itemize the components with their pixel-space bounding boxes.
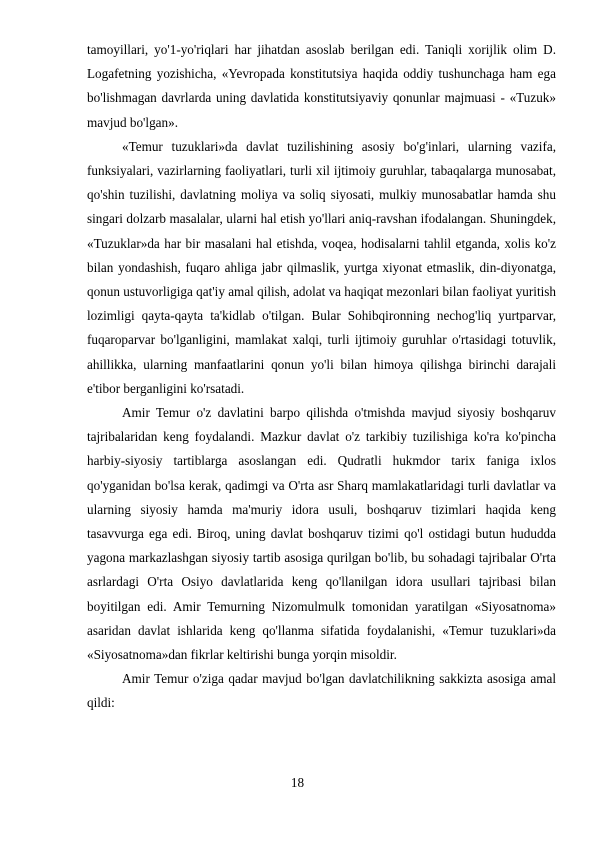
page-number: 18 [290,775,305,790]
paragraph: tamoyillari, yo'1-yo'riqlari har jihatdan asoslab berilgan edi. Taniqli xorijlik olim D. Logafetning yozishicha, «Yevropada konstitutsiya haqida oddiy tushunchaga ham ega bo'lishmagan davrlarda uning davlatida konstitutsiyaviy qonunlar majmuasi - «Tuzuk» mavjud bo'lgan». [87,42,556,130]
page-body [87,38,556,716]
paragraph: Amir Temur o'ziga qadar mavjud bo'lgan davlatchilikning sakkizta asosiga amal qildi: [87,671,556,711]
paragraph: «Temur tuzuklari»da davlat tuzilishining asosiy bo'g'inlari, ularning vazifa, funksiyalari, vazirlarning faoliyatlari, turli xil ijtimoiy guruhlar, tabaqalarga munosabat, qo'shin tuzilishi, davlatning moliya va soliq siyosati, mulkiy munosabatlar hamda shu singari dolzarb masalalar, ularni hal etish yo'llari aniq-ravshan ifodalangan. Shuningdek, «Tuzuklar»da har bir masalani hal etishda, voqea, hodisalarni tahlil etganda, xolis ko'z bilan yondashish, fuqaro ahliga jabr qilmaslik, yurtga xiyonat etmaslik, din-diyonatga, qonun ustuvorligiga qat'iy amal qilish, adolat va haqiqat mezonlari bilan faoliyat yuritish lozimligi qayta-qayta ta'kidlab o'tilgan. Bular Sohibqironning nechog'liq yurtparvar, fuqaroparvar bo'lganligini, mamlakat xalqi, turli ijtimoiy guruhlar o'rtasidagi totuvlik, ahillikka, ularning manfaatlarini qonun yo'li bilan himoya qilishga birinchi darajali e'tibor berganligini ko'rsatadi. [87,138,556,396]
paragraph: Amir Temur o'z davlatini barpo qilishda o'tmishda mavjud siyosiy boshqaruv tajribalaridan keng foydalandi. Mazkur davlat o'z tarkibiy tuzilishiga ko'ra ko'pincha harbiy-siyosiy tartiblarga asoslangan edi. Qudratli hukmdor tarix faniga ixlos qo'yganidan bo'lsa kerak, qadimgi va O'rta asr Sharq mamlakatlaridagi turli davlatlar va ularning siyosiy hamda ma'muriy idora usuli, boshqaruv tizimlari haqida keng tasavvurga ega edi. Biroq, uning davlat boshqaruv tizimi qo'l ostidagi butun hududda yagona markazlashgan siyosiy tartib asosiga qurilgan bo'lib, bu sohadagi tajribalar O'rta asrlardagi O'rta Osiyo davlatlarida keng qo'llanilgan idora usullari tajribasi bilan boyitilgan edi. Amir Temurning Nizomulmulk tomonidan yaratilgan «Siyosatnoma» asaridan davlat ishlarida keng qo'llanma sifatida foydalanishi, «Temur tuzuklari»da «Siyosatnoma»dan fikrlar keltirishi bunga yorqin misoldir. [87,405,556,663]
